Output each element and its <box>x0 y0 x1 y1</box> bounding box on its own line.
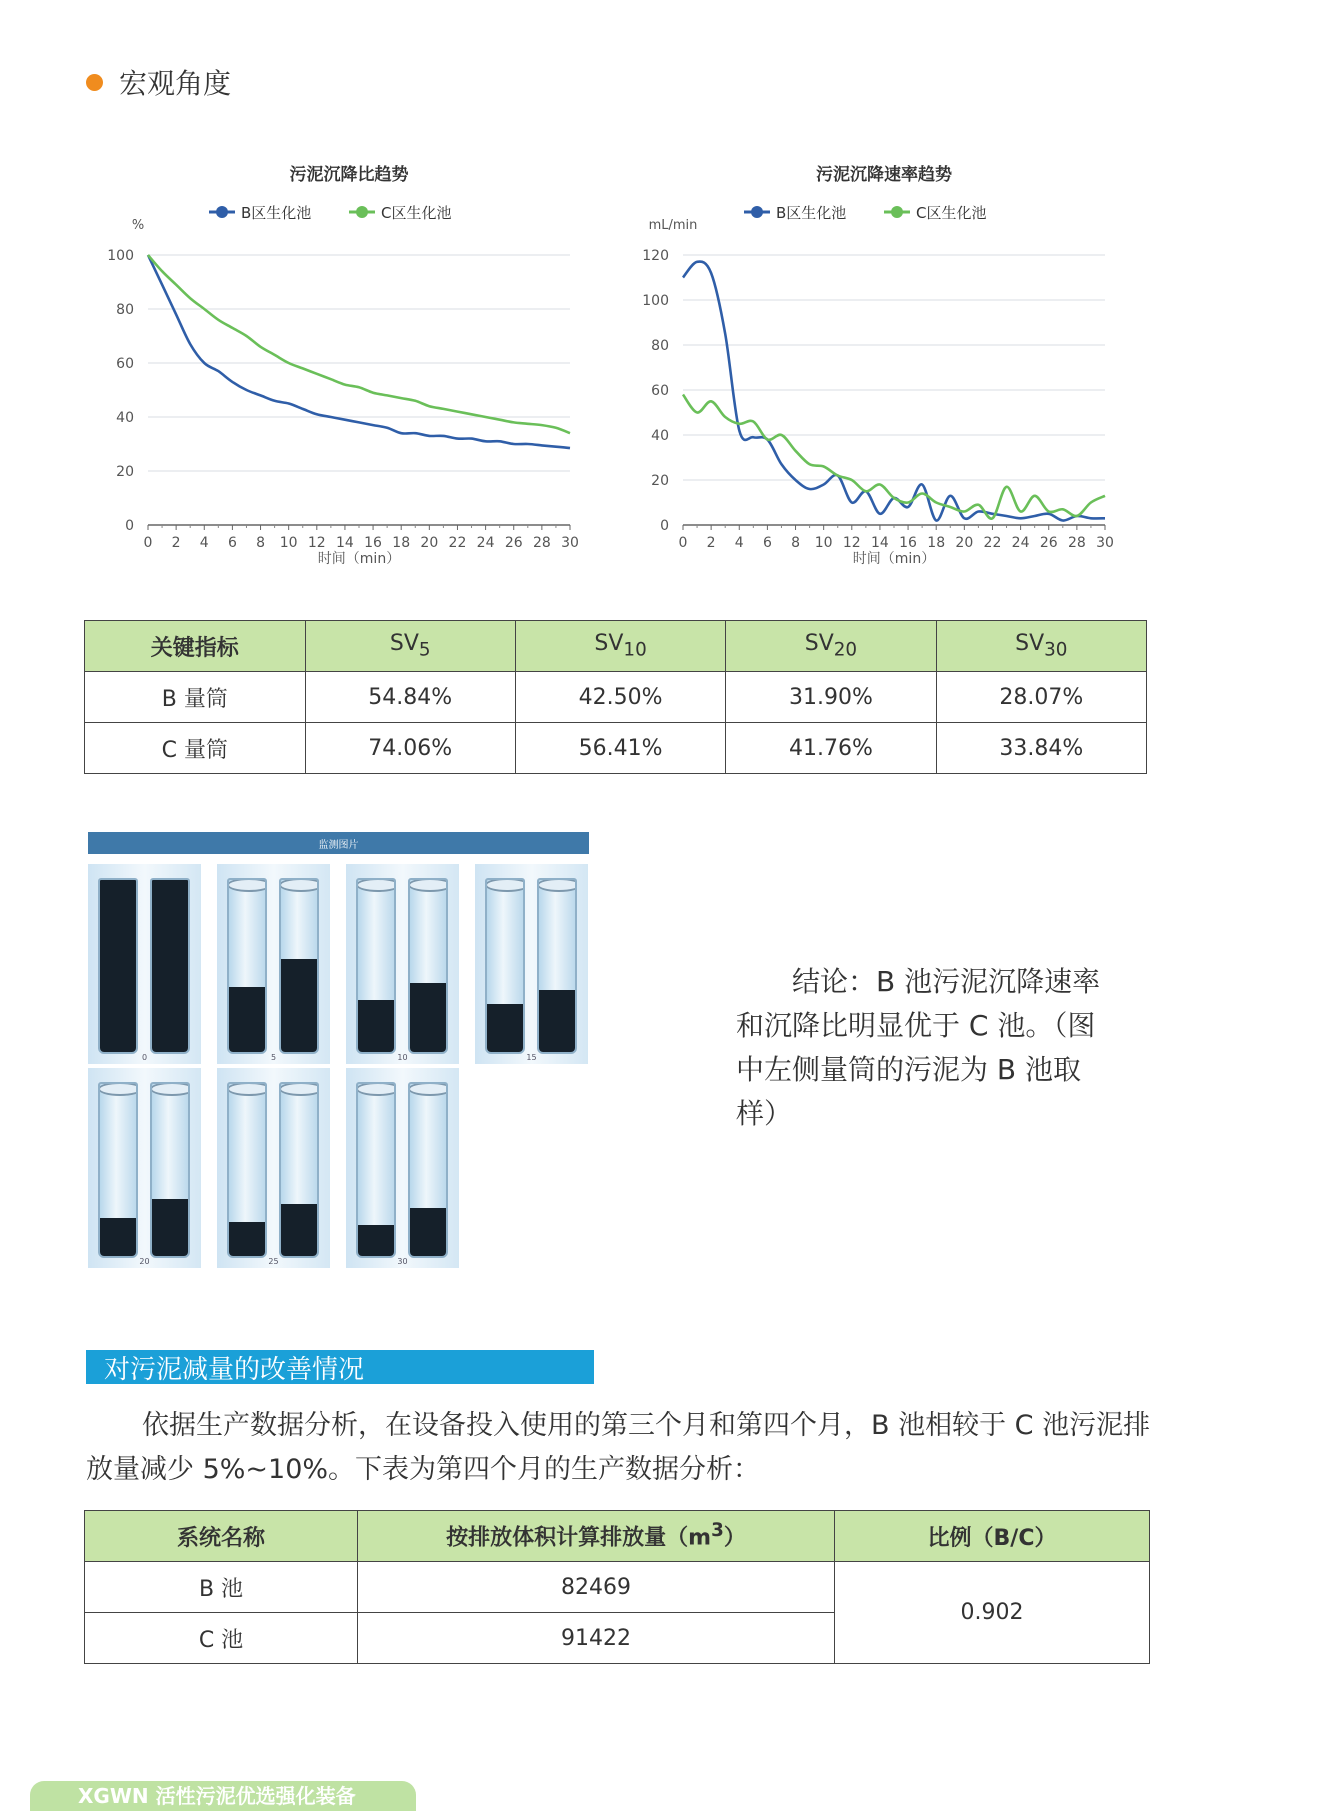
legend-label: B区生化池 <box>776 204 847 222</box>
sludge-level <box>410 983 446 1052</box>
sludge-level <box>410 1208 446 1256</box>
cylinder-rim <box>279 1082 319 1096</box>
sludge-level <box>100 1218 136 1256</box>
sludge-level <box>152 1199 188 1256</box>
table-cell: 33.84% <box>936 723 1146 774</box>
y-tick-label: 60 <box>116 356 134 372</box>
legend-label: C区生化池 <box>916 204 987 222</box>
sludge-level <box>229 1222 265 1256</box>
x-axis-label: 时间（min） <box>317 551 401 567</box>
y-tick-label: 100 <box>107 248 134 264</box>
x-tick-label: 6 <box>762 535 772 551</box>
system-name-cell: C 池 <box>85 1613 358 1664</box>
x-tick-label: 30 <box>561 535 579 551</box>
cylinder-rim <box>227 878 267 892</box>
table-header-cell: 比例（B/C） <box>835 1511 1150 1562</box>
cylinder-photo <box>346 864 459 1064</box>
photo-time-label: 20 <box>139 1257 150 1266</box>
x-tick-label: 4 <box>199 535 209 551</box>
cylinder-rim <box>279 878 319 892</box>
row-label: C 量筒 <box>85 723 306 774</box>
legend-marker <box>216 206 228 218</box>
monitoring-photos <box>86 832 591 1272</box>
x-tick-label: 18 <box>927 535 946 551</box>
key-indicator-table <box>84 620 1147 774</box>
x-tick-label: 16 <box>364 535 382 551</box>
sv-label: SV <box>804 631 834 657</box>
graduated-cylinder <box>356 878 396 1054</box>
table-row <box>85 723 1147 774</box>
graduated-cylinder <box>408 1082 448 1258</box>
x-tick-label: 20 <box>420 535 439 551</box>
settling-rate-chart <box>625 150 1135 580</box>
footer-tab: XGWN 活性污泥优选强化装备 <box>30 1781 416 1811</box>
cylinder-photo <box>346 1068 459 1268</box>
series-line <box>683 395 1105 519</box>
y-tick-label: 20 <box>116 464 134 480</box>
y-tick-label: 120 <box>642 248 669 264</box>
photo-time-label: 0 <box>141 1053 148 1062</box>
graduated-cylinder <box>356 1082 396 1258</box>
sv-label: SV <box>594 631 624 657</box>
x-tick-label: 24 <box>1011 535 1030 551</box>
section-title <box>86 62 231 102</box>
volume-header-suffix: ） <box>723 1525 746 1551</box>
cylinder-rim <box>98 1082 138 1096</box>
x-tick-label: 10 <box>279 535 298 551</box>
graduated-cylinder <box>408 878 448 1054</box>
table-header-cell: 系统名称 <box>85 1511 358 1562</box>
table-row <box>85 672 1147 723</box>
y-tick-label: 40 <box>651 428 669 444</box>
sv-subscript: 30 <box>1044 639 1068 661</box>
sv-subscript: 5 <box>418 639 431 661</box>
photo-time-label: 25 <box>268 1257 279 1266</box>
volume-header-superscript: 3 <box>711 1520 724 1542</box>
x-tick-label: 26 <box>1039 535 1058 551</box>
table-cell: 28.07% <box>936 672 1146 723</box>
graduated-cylinder <box>485 878 525 1054</box>
x-tick-label: 14 <box>336 535 354 551</box>
graduated-cylinder <box>98 1082 138 1258</box>
x-tick-label: 14 <box>871 535 889 551</box>
y-tick-label: 0 <box>125 518 134 534</box>
x-tick-label: 2 <box>171 535 181 551</box>
graduated-cylinder <box>150 878 190 1054</box>
x-tick-label: 20 <box>955 535 974 551</box>
graduated-cylinder <box>279 1082 319 1258</box>
x-tick-label: 8 <box>791 535 800 551</box>
sludge-level <box>281 1204 317 1256</box>
photo-time-label: 10 <box>397 1053 408 1062</box>
chart-svg <box>90 150 600 580</box>
graduated-cylinder <box>227 878 267 1054</box>
y-tick-label: 20 <box>651 473 669 489</box>
table-header-row <box>85 1511 1150 1562</box>
x-tick-label: 12 <box>842 535 861 551</box>
x-tick-label: 0 <box>678 535 688 551</box>
cylinder-rim <box>227 1082 267 1096</box>
x-tick-label: 16 <box>899 535 917 551</box>
table-cell: 41.76% <box>726 723 936 774</box>
sv-label: SV <box>1015 631 1045 657</box>
graduated-cylinder <box>537 878 577 1054</box>
cylinder-photo <box>217 864 330 1064</box>
legend-marker <box>751 206 763 218</box>
x-tick-label: 28 <box>1067 535 1086 551</box>
cylinder-rim <box>408 878 448 892</box>
table-cell: 31.90% <box>726 672 936 723</box>
y-tick-label: 80 <box>651 338 669 354</box>
x-tick-label: 24 <box>476 535 495 551</box>
cylinder-rim <box>485 878 525 892</box>
volume-cell: 91422 <box>358 1613 835 1664</box>
chart-svg <box>625 150 1135 580</box>
legend-marker <box>356 206 368 218</box>
x-tick-label: 18 <box>392 535 411 551</box>
table-header-cell <box>358 1511 835 1562</box>
table-header-cell <box>515 621 725 672</box>
cylinder-photo <box>88 1068 201 1268</box>
x-tick-label: 0 <box>143 535 153 551</box>
photo-time-label: 15 <box>526 1053 537 1062</box>
photo-time-label: 5 <box>270 1053 277 1062</box>
y-axis-label: mL/min <box>648 218 698 233</box>
cylinder-photo <box>475 864 588 1064</box>
x-tick-label: 10 <box>814 535 833 551</box>
x-tick-label: 26 <box>504 535 523 551</box>
table-header-cell <box>936 621 1146 672</box>
volume-header-text: 按排放体积计算排放量（m <box>446 1525 712 1551</box>
x-tick-label: 22 <box>983 535 1002 551</box>
table-cell: 42.50% <box>515 672 725 723</box>
ratio-cell: 0.902 <box>835 1562 1150 1664</box>
x-tick-label: 8 <box>256 535 265 551</box>
photo-time-label: 30 <box>397 1257 408 1266</box>
series-line <box>148 255 570 433</box>
chart-title: 污泥沉降比趋势 <box>289 165 409 185</box>
y-tick-label: 80 <box>116 302 134 318</box>
table-cell: 56.41% <box>515 723 725 774</box>
cylinder-rim <box>537 878 577 892</box>
x-tick-label: 2 <box>706 535 716 551</box>
legend-label: C区生化池 <box>381 204 452 222</box>
sludge-level <box>358 1225 394 1256</box>
graduated-cylinder <box>279 878 319 1054</box>
volume-cell: 82469 <box>358 1562 835 1613</box>
series-line <box>148 255 570 448</box>
sv-subscript: 20 <box>833 639 858 661</box>
discharge-table <box>84 1510 1150 1664</box>
y-axis-label: % <box>131 218 145 233</box>
sludge-level <box>100 880 136 1052</box>
x-tick-label: 6 <box>227 535 237 551</box>
table-header-cell <box>305 621 515 672</box>
table-header-cell <box>726 621 936 672</box>
section-title-text: 宏观角度 <box>119 67 232 100</box>
bullet-dot-icon <box>86 74 103 91</box>
x-tick-label: 12 <box>307 535 326 551</box>
section2-paragraph: 依据生产数据分析，在设备投入使用的第三个月和第四个月，B 池相较于 C 池污泥排放量减少 5%~10%。下表为第四个月的生产数据分析： <box>86 1410 1151 1485</box>
chart-title: 污泥沉降速率趋势 <box>816 165 952 185</box>
graduated-cylinder <box>150 1082 190 1258</box>
cylinder-photo <box>217 1068 330 1268</box>
cylinder-rim <box>408 1082 448 1096</box>
table-header-row <box>85 621 1147 672</box>
y-tick-label: 100 <box>642 293 669 309</box>
conclusion-text: 结论：B 池污泥沉降速率和沉降比明显优于 C 池。（图中左侧量筒的污泥为 B 池取样） <box>736 965 1101 1130</box>
sludge-level <box>281 959 317 1052</box>
sludge-level <box>358 1000 394 1052</box>
legend-label: B区生化池 <box>241 204 312 222</box>
section2-banner: 对污泥减量的改善情况 <box>86 1350 594 1384</box>
y-tick-label: 60 <box>651 383 669 399</box>
cylinder-photo <box>88 864 201 1064</box>
cylinder-rim <box>150 1082 190 1096</box>
sludge-level <box>229 987 265 1052</box>
settling-ratio-chart <box>90 150 600 580</box>
sv-subscript: 10 <box>623 639 647 661</box>
table-cell: 54.84% <box>305 672 515 723</box>
row-label: B 量筒 <box>85 672 306 723</box>
y-tick-label: 40 <box>116 410 134 426</box>
graduated-cylinder <box>227 1082 267 1258</box>
x-axis-label: 时间（min） <box>852 551 936 567</box>
table-cell: 74.06% <box>305 723 515 774</box>
cylinder-rim <box>356 878 396 892</box>
sludge-level <box>152 880 188 1052</box>
y-tick-label: 0 <box>660 518 669 534</box>
graduated-cylinder <box>98 878 138 1054</box>
x-tick-label: 30 <box>1096 535 1114 551</box>
x-tick-label: 4 <box>734 535 744 551</box>
sludge-level <box>487 1004 523 1052</box>
x-tick-label: 28 <box>532 535 551 551</box>
table-row <box>85 1562 1150 1613</box>
cylinder-rim <box>356 1082 396 1096</box>
table-header-cell: 关键指标 <box>85 621 306 672</box>
sludge-level <box>539 990 575 1052</box>
sv-label: SV <box>389 631 419 657</box>
legend-marker <box>891 206 903 218</box>
photo-panel-title: 监测图片 <box>88 832 589 854</box>
system-name-cell: B 池 <box>85 1562 358 1613</box>
x-tick-label: 22 <box>448 535 467 551</box>
